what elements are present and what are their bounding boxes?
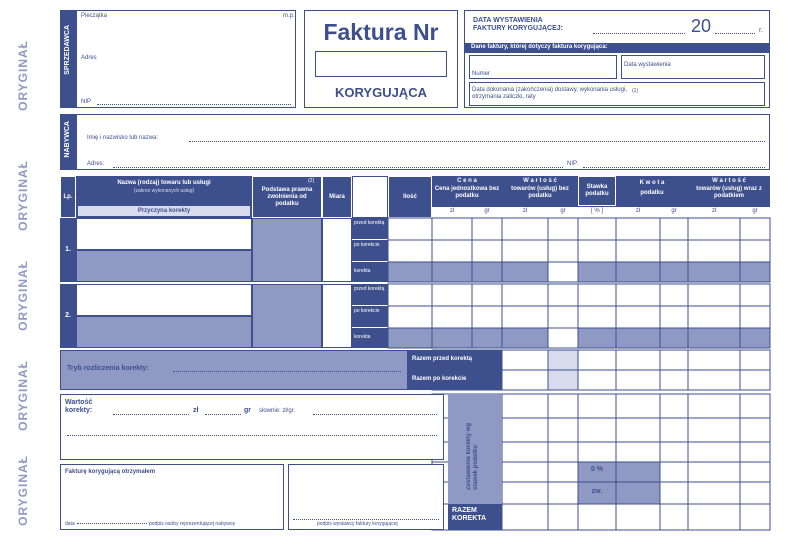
breakdown-cell[interactable] — [688, 482, 740, 504]
issue-date-label: DATA WYSTAWIENIA — [473, 17, 543, 24]
breakdown-cell[interactable] — [660, 418, 688, 442]
item-1-cell[interactable] — [578, 262, 616, 282]
correction-zl-unit: zł — [193, 407, 199, 414]
item-1-cell[interactable] — [472, 218, 502, 240]
row-1-number: 1. — [60, 218, 76, 282]
item-1-cell[interactable] — [502, 240, 548, 262]
item-2-cell[interactable] — [688, 306, 740, 328]
received-block — [60, 464, 284, 530]
item-2-cell[interactable] — [472, 306, 502, 328]
seller-label: SPRZEDAWCA — [64, 25, 71, 75]
breakdown-cell[interactable] — [616, 394, 660, 418]
item-1-cell[interactable] — [616, 240, 660, 262]
item-1-cell[interactable] — [502, 262, 548, 282]
item-2-cell[interactable] — [502, 284, 548, 306]
seller-nip-label: NIP — [81, 99, 92, 105]
item-2-cell[interactable] — [578, 306, 616, 328]
item-2-cell[interactable] — [472, 328, 502, 348]
year-prefix: 20 — [691, 16, 712, 36]
total-cell[interactable] — [578, 370, 616, 390]
total-cell[interactable] — [578, 350, 616, 370]
total-cell[interactable] — [616, 350, 660, 370]
stamp-label: Pieczątka — [81, 13, 108, 19]
buyer-name-label: Imię i nazwisko lub nazwa: — [87, 135, 159, 141]
col-qty: Ilość — [388, 176, 432, 218]
item-2-cell[interactable] — [688, 284, 740, 306]
breakdown-cell[interactable] — [688, 462, 740, 482]
delivery-label: Data dokonania (zakończenia) dostawy, wykonania usługi, otrzymania zaliczki, raty — [472, 87, 627, 100]
total-cell[interactable] — [740, 350, 770, 370]
breakdown-cell[interactable] — [578, 504, 616, 530]
col-tax-title: K w o t a — [639, 180, 665, 186]
item-1-cell[interactable] — [740, 262, 770, 282]
col-rate: Stawka podatku — [578, 176, 616, 206]
col-net-price: Cena jednostkowa bez podatku — [434, 186, 500, 199]
breakdown-label-block — [448, 394, 502, 504]
unit-gr: gr — [484, 208, 490, 214]
correction-zl-field[interactable] — [113, 414, 189, 415]
breakdown-cell[interactable] — [548, 442, 578, 462]
breakdown-cell[interactable] — [740, 418, 770, 442]
item-1-cell[interactable] — [432, 240, 472, 262]
item-1-cell[interactable] — [660, 262, 688, 282]
unit-zl: zł — [449, 208, 455, 214]
item-1-cell[interactable] — [502, 218, 548, 240]
breakdown-cell[interactable] — [688, 442, 740, 462]
breakdown-cell[interactable] — [616, 462, 660, 482]
item-2-cell[interactable] — [616, 284, 660, 306]
correction-gr-field[interactable] — [205, 414, 241, 415]
watermark-text: ORYGINAŁ — [16, 160, 30, 231]
ref-date-label: Data wystawienia — [624, 62, 671, 68]
item-2-cell[interactable] — [432, 284, 472, 306]
breakdown-cell[interactable] — [740, 462, 770, 482]
breakdown-cell[interactable] — [548, 504, 578, 530]
col-tax: podatku — [640, 190, 664, 196]
watermark-text: ORYGINAŁ — [16, 360, 30, 431]
breakdown-cell[interactable] — [548, 394, 578, 418]
total-cell[interactable] — [502, 350, 548, 370]
mp-label: m.p. — [283, 13, 295, 19]
row-1-before-label: przed korektą — [352, 218, 388, 239]
breakdown-cell[interactable] — [660, 504, 688, 530]
item-1-cell[interactable] — [548, 240, 578, 262]
unit-zl: zł — [711, 208, 717, 214]
breakdown-cell[interactable] — [502, 418, 548, 442]
unit-gr: gr — [560, 208, 566, 214]
unit-zl: zł — [635, 208, 641, 214]
item-2-cell[interactable] — [472, 284, 502, 306]
item-2-cell[interactable] — [660, 284, 688, 306]
breakdown-cell[interactable] — [616, 482, 660, 504]
item-2-cell[interactable] — [502, 306, 548, 328]
correction-gr-unit: gr — [244, 407, 251, 414]
grand-total-label — [448, 504, 502, 530]
breakdown-cell[interactable] — [502, 394, 548, 418]
total-before-label: Razem przed korektą — [408, 350, 502, 370]
item-2-cell[interactable] — [388, 284, 432, 306]
buyer-label: NABYWCA — [64, 121, 71, 158]
grand-total-text-2: KOREKTA — [452, 515, 487, 522]
unit-gr: gr — [671, 208, 677, 214]
breakdown-cell[interactable] — [740, 504, 770, 530]
breakdown-cell[interactable] — [740, 442, 770, 462]
unit-zl: zł — [522, 208, 528, 214]
item-1-cell[interactable] — [432, 262, 472, 282]
row-2-after-label: po korekcie — [352, 306, 388, 327]
item-2-cell[interactable] — [616, 306, 660, 328]
seller-address-label: Adres — [81, 55, 97, 61]
breakdown-cell[interactable] — [660, 442, 688, 462]
col-net-value: towarów (usług) bez podatku — [511, 186, 569, 199]
invoice-subtitle: KORYGUJĄCA — [335, 85, 427, 100]
item-2-cell[interactable] — [548, 284, 578, 306]
item-2-cell[interactable] — [432, 306, 472, 328]
total-cell[interactable] — [548, 370, 578, 390]
col-reason: Przyczyna korekty — [78, 206, 250, 216]
breakdown-cell[interactable] — [502, 504, 548, 530]
delivery-note: (1) — [632, 88, 639, 94]
item-2-cell[interactable] — [502, 328, 548, 348]
item-2-cell[interactable] — [616, 328, 660, 348]
breakdown-cell[interactable] — [548, 418, 578, 442]
settlement-field[interactable] — [173, 371, 401, 372]
item-2-cell[interactable] — [548, 306, 578, 328]
reference-header-text: Dane faktury, której dotyczy faktura korygująca: — [471, 44, 608, 50]
issue-date-label-2: FAKTURY KORYGUJĄCEJ: — [473, 25, 563, 32]
total-cell[interactable] — [688, 350, 740, 370]
unit-gr: gr — [752, 208, 758, 214]
col-legal-note: (2) — [308, 178, 315, 184]
breakdown-cell[interactable] — [502, 462, 548, 482]
breakdown-cell[interactable] — [740, 482, 770, 504]
row-2-corr-label: korekta — [352, 328, 388, 348]
total-after-label: Razem po korekcie — [408, 370, 502, 390]
breakdown-cell[interactable] — [616, 504, 660, 530]
item-1-cell[interactable] — [740, 218, 770, 240]
issuer-sign-field[interactable] — [293, 519, 439, 520]
received-label: Fakturę korygującą otrzymałem — [65, 469, 156, 475]
breakdown-cell[interactable] — [502, 442, 548, 462]
breakdown-cell[interactable] — [740, 394, 770, 418]
item-1-cell[interactable] — [660, 218, 688, 240]
item-1-cell[interactable] — [548, 262, 578, 282]
col-name: Nazwa (rodzaj) towaru lub usługi — [117, 180, 211, 186]
correction-value-label: Wartość — [65, 399, 93, 406]
item-2-cell[interactable] — [688, 328, 740, 348]
item-1-cell[interactable] — [688, 240, 740, 262]
row-1-after-label: po korekcie — [352, 240, 388, 261]
total-cell[interactable] — [616, 370, 660, 390]
item-1-cell[interactable] — [432, 218, 472, 240]
item-2-cell[interactable] — [660, 328, 688, 348]
item-2-cell[interactable] — [432, 328, 472, 348]
invoice-title: Faktura Nr — [323, 19, 439, 45]
breakdown-cell[interactable] — [578, 418, 616, 442]
col-lp: Lp. — [60, 176, 76, 218]
item-1-cell[interactable] — [388, 240, 432, 262]
breakdown-label: Zestawienie korekty wg stawek podatku — [466, 422, 479, 490]
rate-zw-label: zw. — [591, 488, 603, 495]
year-suffix: r. — [759, 27, 763, 34]
col-net-price-title: C e n a — [457, 178, 477, 184]
breakdown-cell[interactable] — [548, 482, 578, 504]
item-1-cell[interactable] — [578, 240, 616, 262]
correction-value-block — [60, 394, 444, 460]
breakdown-cell[interactable] — [616, 418, 660, 442]
breakdown-cell[interactable] — [616, 442, 660, 462]
received-date-field[interactable] — [77, 523, 147, 524]
correction-value-label-2: korekty: — [65, 407, 93, 414]
rate-zero-label: 0 % — [590, 466, 604, 473]
issuer-block — [288, 464, 444, 530]
total-cell[interactable] — [502, 370, 548, 390]
ref-number-label: Numer — [472, 71, 491, 77]
item-1-cell[interactable] — [740, 240, 770, 262]
breakdown-cell[interactable] — [502, 482, 548, 504]
total-cell[interactable] — [740, 370, 770, 390]
settlement-label: Tryb rozliczenia korekty: — [67, 365, 149, 372]
item-2-cell[interactable] — [388, 328, 432, 348]
breakdown-cell[interactable] — [578, 442, 616, 462]
col-name-sub: (zakres wykonanych usług) — [133, 188, 195, 194]
grand-total-text-1: RAZEM — [452, 507, 477, 514]
col-legal-text: Podstawa prawna zwolnienia od podatku — [261, 186, 313, 207]
item-1-cell[interactable] — [616, 262, 660, 282]
words-label: słownie: zł/gr. — [259, 408, 296, 414]
breakdown-cell[interactable] — [660, 482, 688, 504]
item-1-cell[interactable] — [578, 218, 616, 240]
item-2-cell[interactable] — [740, 328, 770, 348]
buyer-nip-label: NIP: — [567, 161, 579, 167]
item-2-cell[interactable] — [660, 306, 688, 328]
item-2-cell[interactable] — [740, 306, 770, 328]
item-1-cell[interactable] — [472, 240, 502, 262]
col-net-value-title: W a r t o ś ć — [523, 178, 557, 184]
item-1-cell[interactable] — [688, 218, 740, 240]
col-measure: Miara — [322, 176, 352, 218]
col-gross-title: W a r t o ś ć — [712, 178, 746, 184]
breakdown-cell[interactable] — [660, 462, 688, 482]
date-label: data — [65, 521, 75, 527]
buyer-sign-label: podpis osoby reprezentującej nabywcę — [149, 521, 236, 527]
total-cell[interactable] — [660, 370, 688, 390]
breakdown-cell[interactable] — [660, 394, 688, 418]
words-field[interactable] — [313, 414, 437, 415]
watermark-text: ORYGINAŁ — [16, 40, 30, 111]
total-cell[interactable] — [548, 350, 578, 370]
item-1-cell[interactable] — [548, 218, 578, 240]
watermark-text: ORYGINAŁ — [16, 260, 30, 331]
issuer-sign-label: podpis wystawcy faktury korygującej — [317, 521, 398, 527]
item-1-cell[interactable] — [472, 262, 502, 282]
item-1-cell[interactable] — [388, 262, 432, 282]
item-2-cell[interactable] — [740, 284, 770, 306]
item-2-cell[interactable] — [548, 328, 578, 348]
breakdown-cell[interactable] — [688, 418, 740, 442]
item-2-cell[interactable] — [578, 328, 616, 348]
buyer-address-label: Adres: — [87, 161, 105, 167]
breakdown-cell[interactable] — [688, 394, 740, 418]
breakdown-cell[interactable] — [688, 504, 740, 530]
item-1-cell[interactable] — [660, 240, 688, 262]
col-gross: towarów (usług) wraz z podatkiem — [696, 186, 762, 199]
item-1-cell[interactable] — [616, 218, 660, 240]
item-2-cell[interactable] — [578, 284, 616, 306]
settlement-block — [60, 350, 408, 390]
words-field-2[interactable] — [67, 435, 437, 436]
item-1-cell[interactable] — [388, 218, 432, 240]
unit-pct: [ % ] — [590, 208, 603, 214]
breakdown-cell[interactable] — [578, 394, 616, 418]
total-cell[interactable] — [688, 370, 740, 390]
item-2-cell[interactable] — [388, 306, 432, 328]
item-1-cell[interactable] — [688, 262, 740, 282]
row-2-before-label: przed korektą — [352, 284, 388, 305]
row-1-corr-label: korekta — [352, 262, 388, 282]
row-2-number: 2. — [60, 284, 76, 348]
total-cell[interactable] — [660, 350, 688, 370]
watermark-text: ORYGINAŁ — [16, 455, 30, 526]
breakdown-cell[interactable] — [548, 462, 578, 482]
